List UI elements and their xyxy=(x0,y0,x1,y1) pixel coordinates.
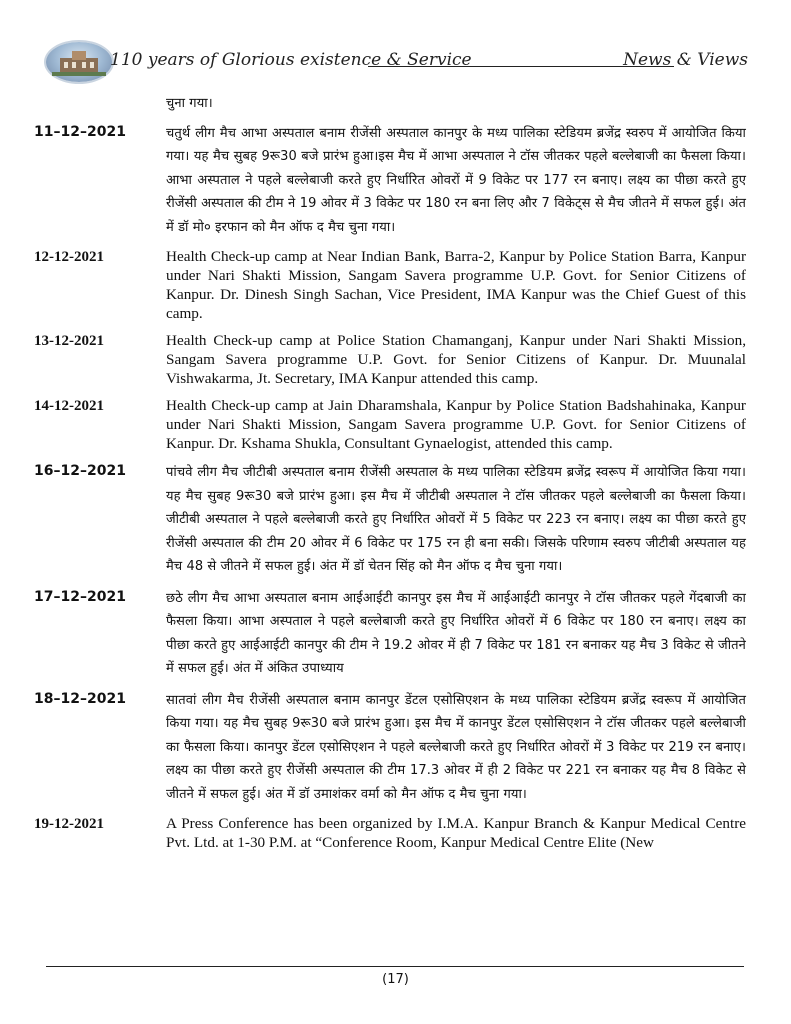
entry-date: 16–12–2021 xyxy=(34,463,126,479)
entry-date: 14-12-2021 xyxy=(34,398,104,414)
news-entry xyxy=(34,689,746,807)
entry-text: Health Check-up camp at Police Station Chamanganj, Kanpur under Nari Shakti Mission, Sangam Savera programme U.P. Govt. for Senior Citizens of Kanpur. Dr. Muunalal Vishwakarma, Jt. Secretary, IMA Kanpur attended this camp. xyxy=(166,332,746,387)
news-entry xyxy=(34,247,746,323)
header-tagline: 110 years of Glorious existence & Service xyxy=(110,50,472,70)
continued-text: चुना गया। xyxy=(166,96,213,111)
news-entry xyxy=(34,331,746,388)
news-entry xyxy=(34,396,746,453)
entry-date: 13-12-2021 xyxy=(34,333,104,349)
entry-text: चतुर्थ लीग मैच आभा अस्पताल बनाम रीजेंसी अस्पताल कानपुर के मध्य पालिका स्टेडियम ब्रजेंद्र स्वरुप में आयोजित किया गया। यह मैच सुबह 9रू30 बजे प्रारंभ हुआ।इस मैच में आभा अस्पताल ने टॉस जीतकर पहले बल्लेबाजी का फैसला किया।आभा अस्पताल ने पहले बल्लेबाजी करते हुए निर्धारित ओवरों में 9 विकेट पर 177 रन बनाए। लक्ष्य का पीछा करते हुए रीजेंसी अस्पताल की टीम ने 19 ओवर में 3 विकेट पर 180 रन बना लिए और 7 विकेट्स से मैच जीतने में सफल हुई। अंत में डॉ मो० इरफान को मैन ऑफ द मैच चुना गया। xyxy=(166,125,746,235)
ima-building-logo-icon xyxy=(46,42,112,82)
page-header xyxy=(38,36,748,88)
section-title: News & Views xyxy=(623,50,748,70)
news-entry xyxy=(34,122,746,240)
entry-date: 18–12–2021 xyxy=(34,690,126,707)
entry-text: Health Check-up camp at Jain Dharamshala, Kanpur by Police Station Badshahinaka, Kanpur under Nari Shakti Mission, Sangam Savera programme U.P. Govt. for Senior Citizens of Kanpur. Dr. Kshama Shukla, Consultant Gynaelogist, attended this camp. xyxy=(166,397,746,452)
entry-date: 11–12–2021 xyxy=(34,123,126,140)
entry-text: A Press Conference has been organized by I.M.A. Kanpur Branch & Kanpur Medical Centre Pvt. Ltd. at 1-30 P.M. at “Conference Room, Kanpur Medical Centre Elite (New xyxy=(166,815,746,851)
entry-date: 12-12-2021 xyxy=(34,249,104,265)
footer-rule xyxy=(46,966,744,967)
entry-date: 19-12-2021 xyxy=(34,816,104,832)
entry-date: 17–12–2021 xyxy=(34,588,126,605)
entry-text: छठे लीग मैच आभा अस्पताल बनाम आईआईटी कानपुर इस मैच में आईआईटी कानपुर ने टॉस जीतकर पहले गेंदबाजी का फैसला किया। आभा अस्पताल ने पहले बल्लेबाजी करते हुए निर्धारित ओवरों में 6 विकेट पर 180 रन बनाए। लक्ष्य का पीछा करते हुए आईआईटी कानपुर की टीम ने 19.2 ओवर में ही 7 विकेट पर 181 रन बनाकर यह मैच 3 विकेट से जीतने में सफल हुई। अंत में अंकित उपाध्याय xyxy=(166,590,746,676)
news-entry xyxy=(34,587,746,681)
entry-text: सातवां लीग मैच रीजेंसी अस्पताल बनाम कानपुर डेंटल एसोसिएशन के मध्य पालिका स्टेडियम ब्रजेंद्र स्वरूप में आयोजित किया गया। यह मैच सुबह 9रू30 बजे प्रारंभ हुआ। इस मैच में कानपुर डेंटल एसोसिएशन ने टॉस जीतकर पहले बल्लेबाजी का फैसला किया। कानपुर डेंटल एसोसिएशन ने पहले बल्लेबाजी करते हुए निर्धारित ओवरों में 3 विकेट पर 219 रन बनाए। लक्ष्य का पीछा करते हुए रीजेंसी अस्पताल की टीम 17.3 ओवर में ही 2 विकेट पर 221 रन बनाकर यह मैच 8 विकेट से जीतने में सफल हुई। अंत में डॉ उमाशंकर वर्मा को मैन ऑफ द मैच चुना गया। xyxy=(166,692,746,802)
news-entry xyxy=(34,461,746,579)
entry-text: Health Check-up camp at Near Indian Bank, Barra-2, Kanpur by Police Station Barra, Kanpur under Nari Shakti Mission, Sangam Savera programme U.P. Govt. for Senior Citizens of Kanpur. Dr. Dinesh Singh Sachan, Vice President, IMA Kanpur was the Chief Guest of this camp. xyxy=(166,248,746,322)
entry-text: पांचवे लीग मैच जीटीबी अस्पताल बनाम रीजेंसी अस्पताल के मध्य पालिका स्टेडियम ब्रजेंद्र स्वरूप में आयोजित किया गया। यह मैच सुबह 9रू30 बजे प्रारंभ हुआ। इस मैच में जीटीबी अस्पताल ने टॉस जीतकर पहले बल्लेबाजी का फैसला किया। जीटीबी अस्पताल ने पहले बल्लेबाजी करते हुए निर्धारित ओवरों में 5 विकेट पर 223 रन बनाए। लक्ष्य का पीछा करते हुए रीजेंसी अस्पताल की टीम 20 ओवर में 6 विकेट पर 175 रन ही बना सकी। जिसके परिणाम स्वरुप जीटीबी अस्पताल यह मैच 48 से जीतने में सफल हुई। अंत में डॉ चेतन सिंह को मैन ऑफ द मैच चुना गया। xyxy=(166,465,746,574)
news-content xyxy=(34,92,746,860)
page-number: (17) xyxy=(382,972,409,987)
news-entry xyxy=(34,814,746,852)
